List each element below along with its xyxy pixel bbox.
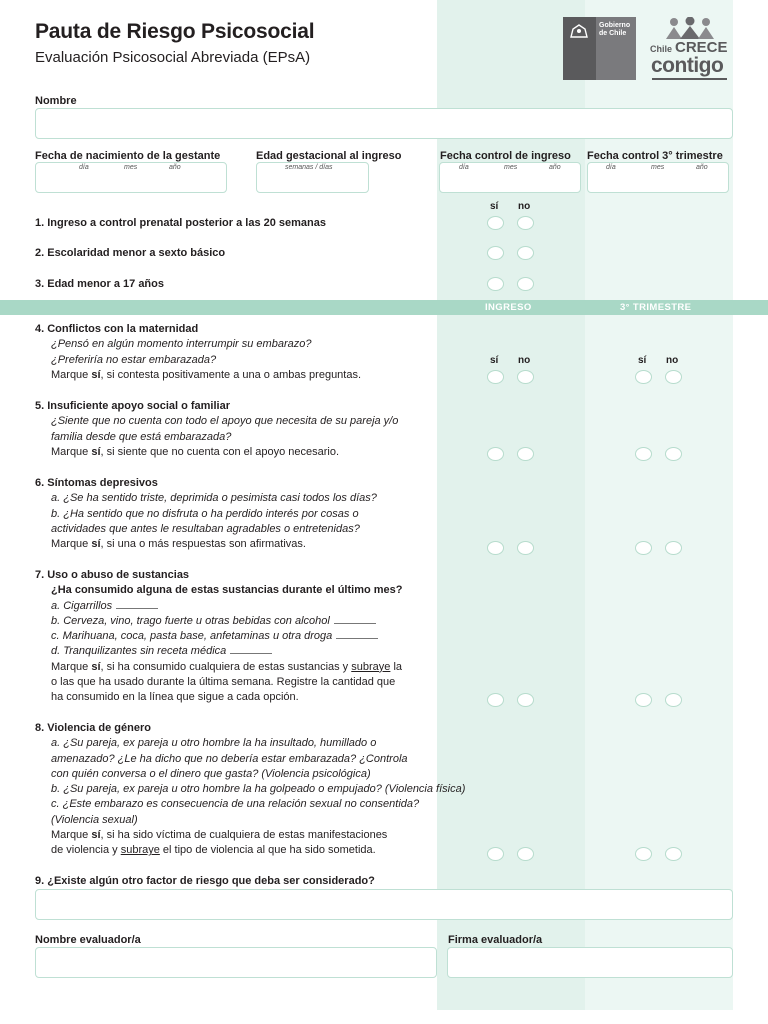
hint-anio: año [696,164,708,171]
hint-dia: día [459,164,469,171]
q6-ingreso-si-radio[interactable] [487,541,504,555]
question-1: 1. Ingreso a control prenatal posterior a las 20 semanas [35,217,327,229]
question-6: 6. Síntomas depresivos a. ¿Se ha sentido triste, deprimida o pesimista casi todos los días? b. ¿Ha sentido que no disfruta o ha perdido interés por cosas o actividades que antes le resultaban agradables o entretenidas? Marque sí, si una o más respuestas son afirmativas. [35,477,377,551]
drogas-line[interactable] [336,630,378,639]
q2-si-radio[interactable] [487,246,504,260]
tranquilizantes-line[interactable] [230,645,272,654]
fecha-ingreso-label: Fecha control de ingreso [440,150,571,162]
question-2: 2. Escolaridad menor a sexto básico [35,247,226,259]
firma-evaluador-label: Firma evaluador/a [448,934,543,946]
q4-ingreso-no-radio[interactable] [517,370,534,384]
nombre-evaluador-label: Nombre evaluador/a [35,934,141,946]
people-icon [660,17,720,39]
q7-ingreso-si-radio[interactable] [487,693,504,707]
q8-ingreso-no-radio[interactable] [517,847,534,861]
edad-gestacional-label: Edad gestacional al ingreso [256,150,402,162]
chile-crece-contigo-logo [650,17,730,83]
si-header: sí [490,355,499,366]
hint-anio: año [549,164,561,171]
q6-tri-no-radio[interactable] [665,541,682,555]
question-8: 8. Violencia de género a. ¿Su pareja, ex pareja u otro hombre la ha insultado, humillado o amenazado? ¿Le ha dicho que no debería estar embarazada? ¿Controla con quién conversa o el dinero que gasta? (Violencia psicológica) b. ¿Su pareja, ex pareja u otro hombre la ha golpeado o empujado? (Violencia física) c. ¿Este embarazo es consecuencia de una relación sexual no consentida? (Violencia sexual) Marque sí, si ha sido víctima de cualquiera de estas manifestaciones de violencia y subraye el tipo de violencia al que ha sido sometida. [35,722,466,857]
hint-mes: mes [124,164,138,171]
nombre-label: Nombre [35,95,77,107]
logo-crece-text: CRECE [675,39,728,56]
q7-ingreso-no-radio[interactable] [517,693,534,707]
q6-tri-si-radio[interactable] [635,541,652,555]
logo-contigo-text: contigo [651,54,724,77]
q5-tri-no-radio[interactable] [665,447,682,461]
hint-mes: mes [651,164,665,171]
si-header: sí [490,201,499,212]
no-header: no [666,355,679,366]
page-subtitle: Evaluación Psicosocial Abreviada (EPsA) [35,49,311,66]
q1-si-radio[interactable] [487,216,504,230]
question-9: 9. ¿Existe algún otro factor de riesgo que deba ser considerado? [35,875,375,887]
q7-tri-no-radio[interactable] [665,693,682,707]
band-trimestre: 3° TRIMESTRE [620,302,692,313]
nombre-evaluador-field[interactable] [35,947,437,978]
hint-anio: año [169,164,181,171]
band-ingreso: INGRESO [485,302,532,313]
q1-no-radio[interactable] [517,216,534,230]
q4-tri-si-radio[interactable] [635,370,652,384]
q6-ingreso-no-radio[interactable] [517,541,534,555]
gobierno-logo-text: Gobierno de Chile [599,22,631,37]
page-title: Pauta de Riesgo Psicosocial [35,20,315,43]
q8-ingreso-si-radio[interactable] [487,847,504,861]
q7-tri-si-radio[interactable] [635,693,652,707]
section-band [0,300,768,315]
q5-tri-si-radio[interactable] [635,447,652,461]
q2-no-radio[interactable] [517,246,534,260]
fecha-nacimiento-label: Fecha de nacimiento de la gestante [35,150,221,162]
no-header: no [518,201,531,212]
otro-factor-field[interactable] [35,889,733,920]
q5-ingreso-si-radio[interactable] [487,447,504,461]
hint-dia: día [606,164,616,171]
q3-si-radio[interactable] [487,277,504,291]
question-3: 3. Edad menor a 17 años [35,278,164,290]
firma-evaluador-field[interactable] [447,947,733,978]
hint-semanas: semanas / días [285,164,333,171]
question-4: 4. Conflictos con la maternidad ¿Pensó en algún momento interrumpir su embarazo? ¿Preferiría no estar embarazada? Marque sí, si contesta positivamente a una o ambas preguntas. [35,323,362,381]
cigarrillos-line[interactable] [116,600,158,609]
q3-no-radio[interactable] [517,277,534,291]
shield-icon [569,23,589,39]
q5-ingreso-no-radio[interactable] [517,447,534,461]
q4-ingreso-si-radio[interactable] [487,370,504,384]
si-header: sí [638,355,647,366]
question-5: 5. Insuficiente apoyo social o familiar ¿Siente que no cuenta con todo el apoyo que necesita de su pareja y/o familia desde que está embarazada? Marque sí, si siente que no cuenta con el apoyo necesario. [35,400,399,458]
q4-tri-no-radio[interactable] [665,370,682,384]
hint-mes: mes [504,164,518,171]
nombre-field[interactable] [35,108,733,139]
logo-chile-text: Chile [650,44,673,54]
question-7: 7. Uso o abuso de sustancias ¿Ha consumido alguna de estas sustancias durante el último mes? a. Cigarrillos b. Cerveza, vino, trago fuerte u otras bebidas con alcohol c. Marihuana, coca, pasta base, anfetaminas u otra droga d. Tranquilizantes sin receta médica Marque sí, si ha consumido cualquiera de estas sustancias y subraye la o las que ha usado durante la última semana. Registre la cantidad que ha consumido en la línea que sigue a cada opción. [35,569,403,704]
alcohol-line[interactable] [334,615,376,624]
q8-tri-si-radio[interactable] [635,847,652,861]
fecha-trimestre-label: Fecha control 3° trimestre [587,150,723,162]
gobierno-de-chile-logo [563,17,636,80]
hint-dia: día [79,164,89,171]
q8-tri-no-radio[interactable] [665,847,682,861]
no-header: no [518,355,531,366]
